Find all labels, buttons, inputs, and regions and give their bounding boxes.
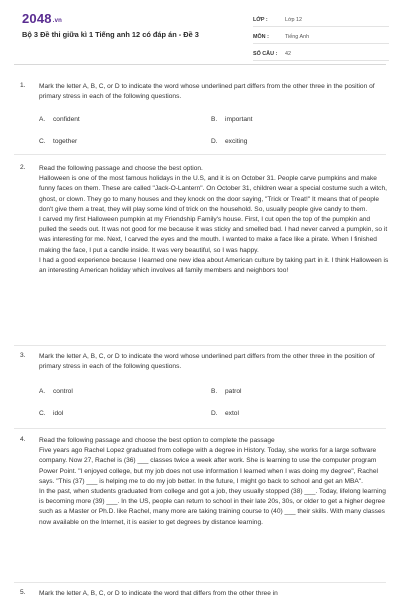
option-d[interactable]: D. exciting — [211, 138, 248, 145]
option-a[interactable]: A. confident — [39, 116, 80, 123]
header-divider — [14, 64, 386, 65]
exam-meta — [253, 13, 389, 64]
question-number: 2. — [20, 164, 26, 171]
option-d[interactable]: D. extol — [211, 410, 239, 417]
question-number: 1. — [20, 82, 26, 89]
question-text — [39, 436, 389, 528]
meta-class-row: LỚP : Lớp 12 — [253, 13, 389, 27]
question-text: Mark the letter A, B, C, or D to indicate the word that differs from the other three in — [39, 590, 278, 597]
question-number: 3. — [20, 352, 26, 359]
option-c[interactable]: C. together — [39, 138, 78, 145]
question-number: 4. — [20, 436, 26, 443]
page-title: Bộ 3 Đề thi giữa kì 1 Tiếng anh 12 có đáp án - Đề 3 — [22, 30, 199, 39]
question-separator — [14, 345, 386, 346]
passage-paragraph: In the past, when students graduated from college and got a job, they usually stopped (38) ___. Today, lifelong learning is becoming more (39) ___. In the US, people can return to school in their late 20s, 30s, or older to get a higher degree such as a Master or Ph.D. like Rachel, many more are taking training course to (40) ___ their skills. With many classes now available on the Internet, it is easier to get degrees by distance learning. — [39, 488, 386, 526]
page-header — [0, 0, 400, 60]
question-text: Mark the letter A, B, C, or D to indicate the word whose underlined part differs from the other three in the position of primary stress in each of the following questions. — [39, 83, 375, 101]
option-c[interactable]: C. idol — [39, 410, 64, 417]
passage-paragraph: I had a good experience because I learned one new idea about American culture by taking part in it. I think Halloween is an interesting American holiday which involves all family members and neighbors too! — [39, 256, 389, 275]
option-b[interactable]: B. patrol — [211, 388, 242, 395]
meta-subject-row: MÔN : Tiếng Anh — [253, 30, 389, 44]
option-a[interactable]: A. control — [39, 388, 73, 395]
meta-count-row: SỐ CÂU : 42 — [253, 47, 389, 61]
question-instruction: Read the following passage and choose the best option. — [39, 165, 203, 172]
question-number: 5. — [20, 589, 26, 596]
question-instruction: Read the following passage and choose the best option to complete the passage — [39, 437, 275, 444]
passage-paragraph: Halloween is one of the most famous holidays in the U.S, and it is on October 31. People carve pumpkins and make funny faces on them. These are called "Jack-O-Lantern". On October 31, children wear a special costume such a witch, ghost, or clown. They go to many houses and they knock on the door saying, "Trick or Treat!" It means that of people don't give them a treat, they will play some kind of trick on the household. So, usually people give candy to them. — [39, 175, 387, 213]
passage-paragraph: I carved my first Halloween pumpkin at my Friendship Family's house. First, I cut open the top of the pumpkin and pulled the seeds out. It was not good for me because it was sticky and smelled bad. I had never carved a pumpkin, so it was interesting for me. Next, I carved the eyes and the mouth. I wanted to make a face like a pirate. When I finished making the face, I put a candle inside. It was very beautiful, so I was happy. — [39, 216, 388, 254]
site-logo[interactable]: 2048.vn — [22, 11, 63, 26]
question-separator — [14, 154, 386, 155]
question-separator — [14, 428, 386, 429]
question-separator — [14, 582, 386, 583]
question-text — [39, 164, 389, 276]
passage-paragraph: Five years ago Rachel Lopez graduated from college with a degree in History. Today, she works for a large software company. Now 27, Rachel is (36) ___ classes twice a week after work. She is learning to use the computer program Power Point. "I enjoyed college, but my job does not use information I learned when I was doing my degree", Rachel says. "This (37) ___ is helping me to do my job better. In the future, I might go back to school and get an MBA". — [39, 447, 378, 485]
option-b[interactable]: B. important — [211, 116, 253, 123]
question-text: Mark the letter A, B, C, or D to indicate the word whose underlined part differs from the other three in the position of primary stress in each of the following questions. — [39, 353, 375, 371]
